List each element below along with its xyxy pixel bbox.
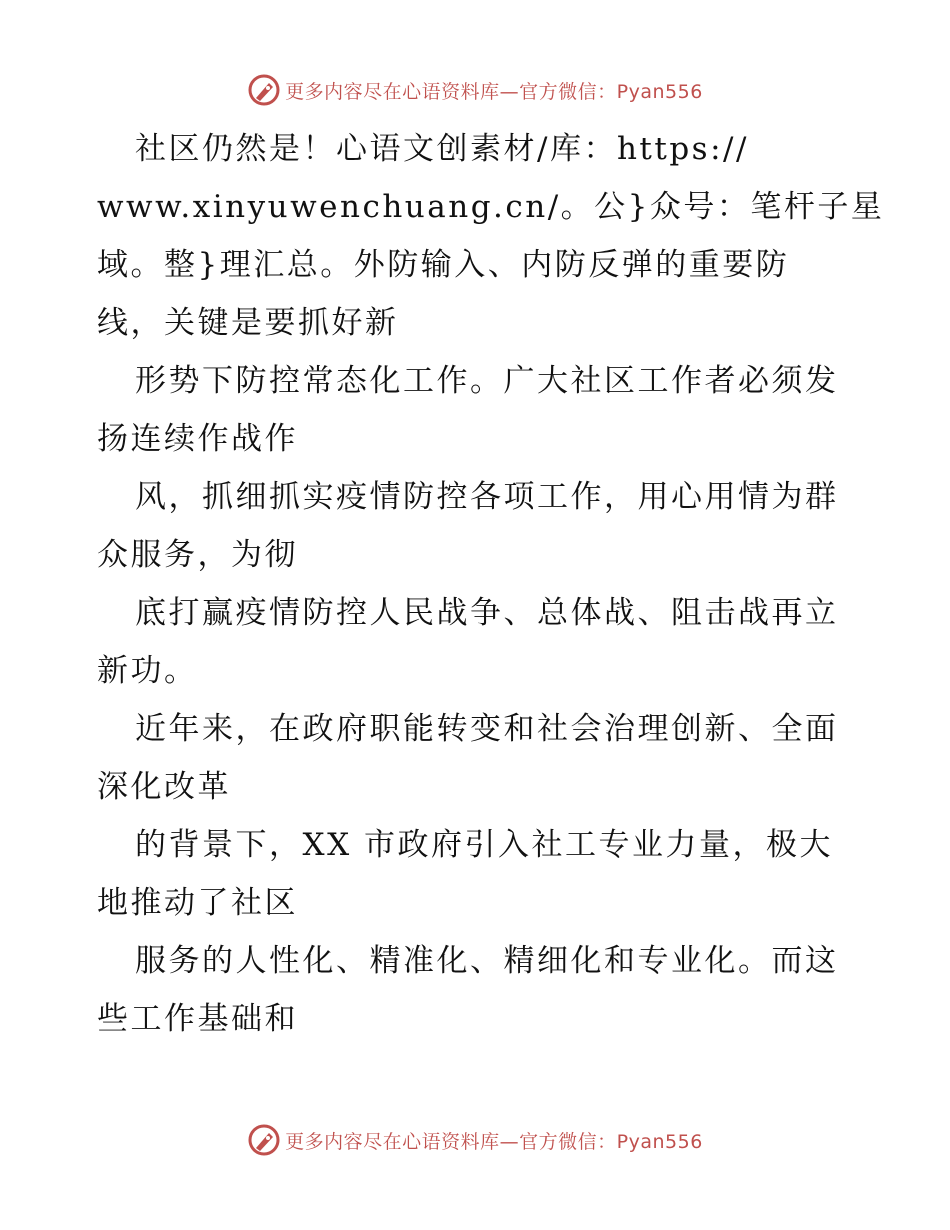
text-line: 形势下防控常态化工作。广大社区工作者必须发 [135, 363, 839, 399]
text-line: 社区仍然是！心语文创素材/库：https:// [135, 131, 749, 167]
text-line: 众服务，为彻 [97, 537, 298, 573]
text-line: 些工作基础和 [97, 1001, 298, 1037]
text-line: 的背景下，XX 市政府引入社工专业力量，极大 [135, 827, 833, 863]
text-line: 扬连续作战作 [97, 421, 298, 457]
header-banner-text: 更多内容尽在心语资料库—官方微信：Pyan556 [285, 80, 703, 103]
text-line: 底打赢疫情防控人民战争、总体战、阻击战再立 [135, 595, 839, 631]
text-line: 服务的人性化、精准化、精细化和专业化。而这 [135, 943, 839, 979]
text-line: 线，关键是要抓好新 [97, 305, 399, 341]
footer-banner-text: 更多内容尽在心语资料库—官方微信：Pyan556 [285, 1130, 703, 1153]
text-line: 域。整}理汇总。外防输入、内防反弹的重要防 [97, 247, 790, 283]
text-line: 深化改革 [97, 769, 231, 805]
text-line: 地推动了社区 [97, 885, 298, 921]
footer-banner [0, 1120, 950, 1160]
header-banner [0, 70, 950, 110]
pen-nib-logo-icon [247, 73, 281, 107]
text-line: 风，抓细抓实疫情防控各项工作，用心用情为群 [135, 479, 839, 515]
text-line: www.xinyuwenchuang.cn/。公}众号：笔杆子星 [97, 189, 885, 225]
text-line: 近年来，在政府职能转变和社会治理创新、全面 [135, 711, 839, 747]
pen-nib-logo-icon [247, 1123, 281, 1157]
document-body [97, 120, 885, 1048]
text-line: 新功。 [97, 653, 198, 689]
